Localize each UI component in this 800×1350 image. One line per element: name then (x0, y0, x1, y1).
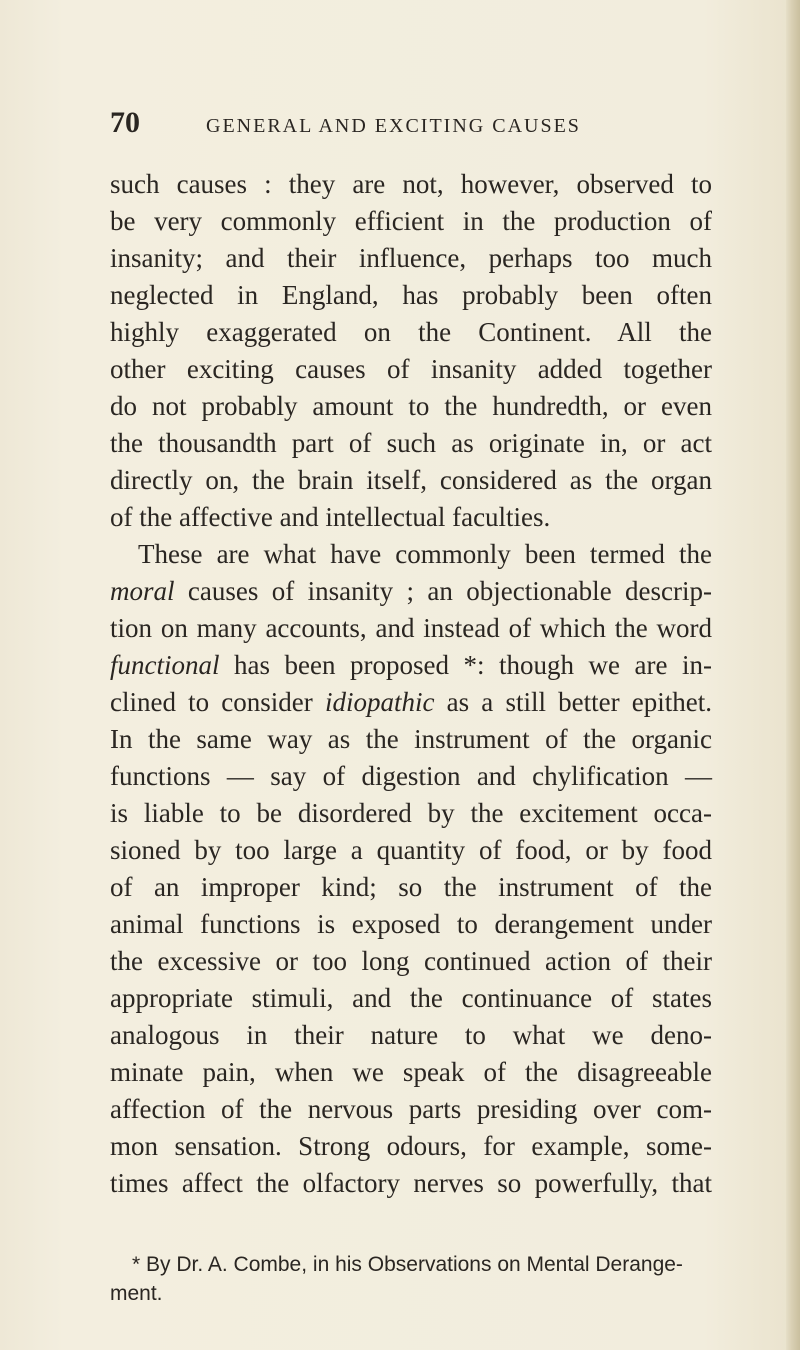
page-edge (786, 0, 800, 1350)
text-line: mon sensation. Strong odours, for example, some- (110, 1131, 712, 1161)
text-line: highly exaggerated on the Continent. All the (110, 317, 712, 347)
text-line: do not probably amount to the hundredth, or even (110, 391, 712, 421)
text-line: minate pain, when we speak of the disagreeable (110, 1057, 712, 1087)
text-line (110, 647, 712, 684)
text-segment: causes of insanity ; an objectionable descrip- (187, 576, 713, 606)
text-line: such causes : they are not, however, observed to (110, 169, 712, 199)
text-line: times affect the olfactory nerves so powerfully, that (110, 1168, 712, 1198)
running-head: GENERAL AND EXCITING CAUSES (206, 115, 581, 137)
text-line: directly on, the brain itself, considered as the organ (110, 465, 712, 495)
text-line: affection of the nervous parts presiding over com- (110, 1094, 712, 1124)
footnote (110, 1250, 712, 1308)
text-line: be very commonly efficient in the production of (110, 206, 712, 236)
text-line: sioned by too large a quantity of food, or by food (110, 835, 712, 865)
text-line: other exciting causes of insanity added together (110, 354, 712, 384)
italic-word-idiopathic: idiopathic (324, 687, 435, 717)
text-line: analogous in their nature to what we deno- (110, 1020, 712, 1050)
text-line: neglected in England, has probably been often (110, 280, 712, 310)
text-line: is liable to be disordered by the excitement occa- (110, 798, 712, 828)
text-line: functions — say of digestion and chylification — (110, 761, 712, 791)
page-header (110, 106, 710, 146)
text-line: insanity; and their influence, perhaps too much (110, 243, 712, 273)
text-line (110, 684, 712, 721)
footnote-line: ment. (110, 1282, 163, 1305)
italic-word-moral: moral (110, 576, 175, 606)
text-line: appropriate stimuli, and the continuance of states (110, 983, 712, 1013)
text-line: of an improper kind; so the instrument of the (110, 872, 712, 902)
text-line: of the affective and intellectual faculties. (110, 502, 551, 532)
text-line: the thousandth part of such as originate in, or act (110, 428, 712, 458)
text-line: animal functions is exposed to derangement under (110, 909, 712, 939)
text-line (110, 573, 712, 610)
page-number: 70 (110, 106, 140, 139)
text-segment: has been proposed *: though we are in- (234, 650, 712, 680)
text-segment: as a still better epithet. (446, 687, 712, 717)
body-text (110, 166, 712, 1202)
italic-word-functional: functional (110, 650, 220, 680)
text-segment: clined to consider (110, 687, 313, 717)
text-line: tion on many accounts, and instead of which the word (110, 613, 712, 643)
text-line: the excessive or too long continued action of their (110, 946, 712, 976)
footnote-line: * By Dr. A. Combe, in his Observations on Mental Derange- (132, 1253, 683, 1276)
text-line: In the same way as the instrument of the organic (110, 724, 712, 754)
paragraph-start-line: These are what have commonly been termed the (138, 539, 712, 569)
